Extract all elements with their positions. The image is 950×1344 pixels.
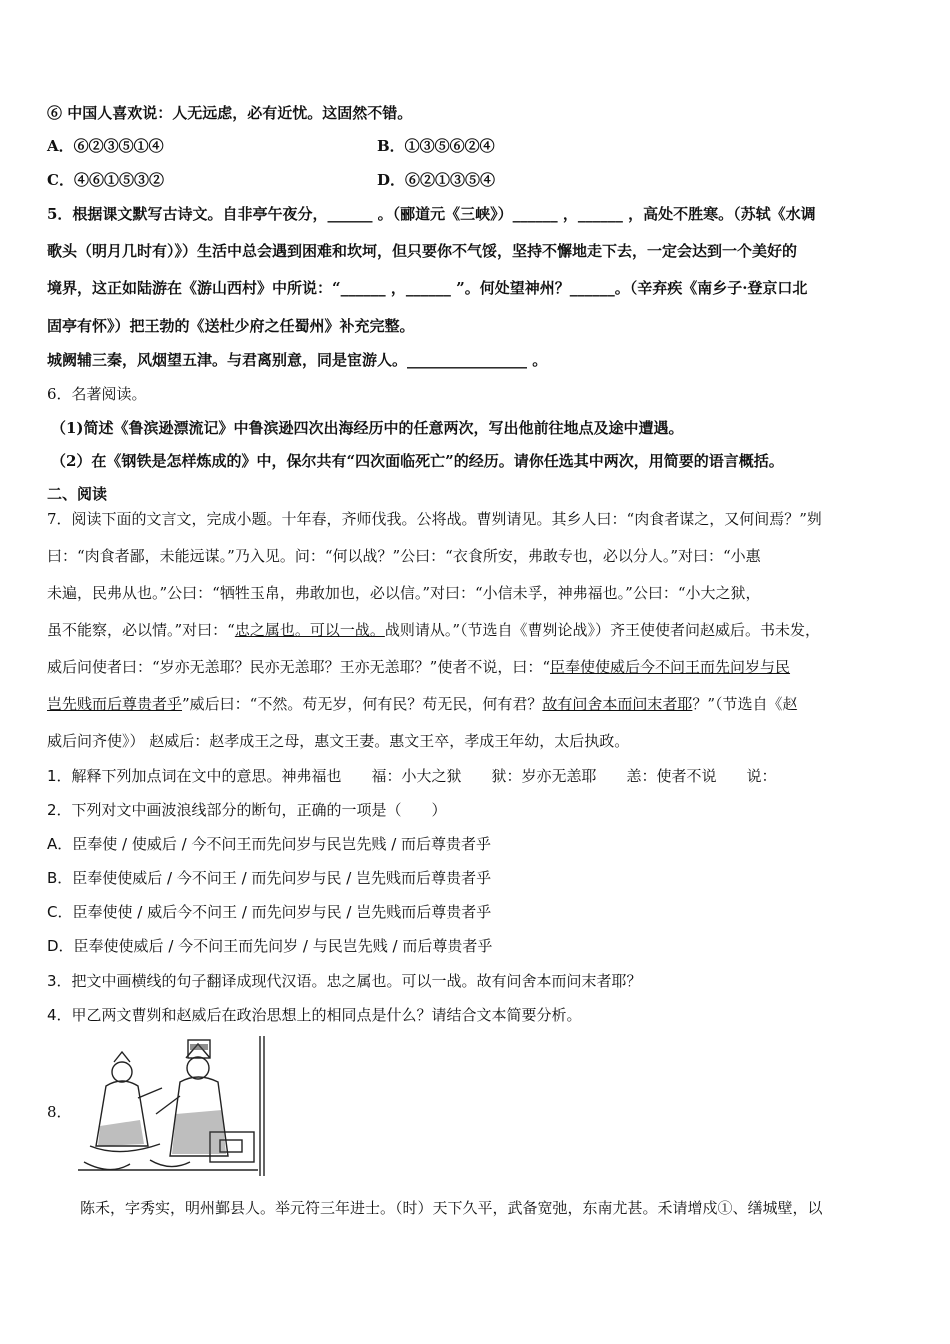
q6-part-2: （2）在《钢铁是怎样炼成的》中，保尔共有“四次面临死亡”的经历。请你任选其中两次，用简要的语言概括。 <box>51 452 784 470</box>
q5-line-2: 歌头（明月几时有）》）生活中总会遇到困难和坎坷，但只要你不气馁，坚持不懈地走下去，一定会达到一个美好的 <box>47 242 798 260</box>
q7-underlined-sentence-2: 故有问舍本而问末者耶 <box>542 695 693 713</box>
q7-sub-1: 1．解释下列加点词在文中的意思。神弗福也 福：小大之狱 狱：岁亦无恙耶 恙：使者不说 说： <box>47 767 777 785</box>
q7-line-4-text-a: 虽不能察，必以情。”对曰：“ <box>47 621 235 639</box>
q7-line-1: 7．阅读下面的文言文，完成小题。十年春，齐师伐我。公将战。曹刿请见。其乡人曰：“肉食者谋之，又何间焉？”刿 <box>47 510 822 528</box>
q8-number: 8． <box>47 1103 72 1121</box>
q7-line-6-text-a: ”威后曰：“不然。苟无岁，何有民？苟无民，何有君？ <box>182 695 543 713</box>
q7-wavy-sentence-part-2: 岂先贱而后尊贵者乎 <box>47 695 183 713</box>
q4-option-b: B．①③⑤⑥②④ <box>377 137 495 155</box>
q7-sub-3: 3．把文中画横线的句子翻译成现代汉语。忠之属也。可以一战。故有问舍本而问末者耶？ <box>47 972 642 990</box>
q5-line-1: 5．根据课文默写古诗文。自非亭午夜分，______ 。（郦道元《三峡》）______ ，______ ，高处不胜寒。（苏轼《水调 <box>47 205 816 223</box>
q7-line-5-text: 威后问使者曰：“岁亦无恙耶？民亦无恙耶？王亦无恙耶？”使者不说，曰：“ <box>47 658 551 676</box>
q5-line-4: 固亭有怀》）把王勃的《送杜少府之任蜀州》补充完整。 <box>47 317 415 335</box>
q4-option-a: A．⑥②③⑤①④ <box>47 137 164 155</box>
q7-line-6 <box>47 694 920 714</box>
q4-statement-6: ⑥ 中国人喜欢说：人无远虑，必有近忧。这固然不错。 <box>47 104 413 122</box>
q4-option-d: D．⑥②①③⑤④ <box>377 171 496 189</box>
q7-line-5 <box>47 657 920 677</box>
q7-option-d: D．臣奉使使威后 / 今不问王而先问岁 / 与民岂先贱 / 而后尊贵者乎 <box>47 937 493 955</box>
q7-option-a: A．臣奉使 / 使威后 / 今不问王而先问岁与民岂先贱 / 而后尊贵者乎 <box>47 835 492 853</box>
q6-part-1: （1)简述《鲁滨逊漂流记》中鲁滨逊四次出海经历中的任意两次，写出他前往地点及途中遭遇。 <box>51 419 684 437</box>
q7-line-6-text-b: ？”（节选自《赵 <box>692 695 798 713</box>
q7-line-3: 未遍，民弗从也。”公曰：“牺牲玉帛，弗敢加也，必以信。”对曰：“小信未孚，神弗福也。”公曰：“小大之狱， <box>47 584 761 602</box>
q7-wavy-sentence-part-1: 臣奉使使威后今不问王而先问岁与民 <box>550 658 791 676</box>
q7-line-4-text-b: 战则请从。”（节选自《曹刿论战》）齐王使使者问赵威后。书未发， <box>384 621 821 639</box>
ancient-figures-illustration <box>70 1036 266 1180</box>
q7-option-c: C．臣奉使使 / 威后今不问王 / 而先问岁与民 / 岂先贱而后尊贵者乎 <box>47 903 492 921</box>
q7-underlined-sentence-1: 忠之属也。可以一战。 <box>234 621 385 639</box>
q8-passage-line-1: 陈禾，字秀实，明州鄞县人。举元符三年进士。（时）天下久平，武备宽弛，东南尤甚。禾请增戍①、缮城壁，以 <box>80 1199 823 1217</box>
q7-sub-2: 2．下列对文中画波浪线部分的断句，正确的一项是（ ） <box>47 801 447 819</box>
section-2-heading: 二、阅读 <box>47 485 108 503</box>
q7-option-b: B．臣奉使使威后 / 今不问王 / 而先问岁与民 / 岂先贱而后尊贵者乎 <box>47 869 492 887</box>
q7-line-2: 曰：“肉食者鄙，未能远谋。”乃入见。问：“何以战？”公曰：“衣食所安，弗敢专也，必以分人。”对曰：“小惠 <box>47 547 761 565</box>
q6-title: 6．名著阅读。 <box>47 385 147 403</box>
q5-line-5: 城阙辅三秦，风烟望五津。与君离别意，同是宦游人。________________ 。 <box>47 351 548 369</box>
q7-line-7: 威后问齐使》） 赵威后：赵孝成王之母，惠文王妻。惠文王卒，孝成王年幼，太后执政。 <box>47 732 630 750</box>
q5-line-3: 境界，这正如陆游在《游山西村》中所说：“______ ，______ ”。何处望神州？______。（辛弃疾《南乡子·登京口北 <box>47 279 808 297</box>
q7-line-4 <box>47 620 920 640</box>
q4-option-c: C．④⑥①⑤③② <box>47 171 164 189</box>
q7-sub-4: 4．甲乙两文曹刿和赵威后在政治思想上的相同点是什么？请结合文本简要分析。 <box>47 1006 582 1024</box>
